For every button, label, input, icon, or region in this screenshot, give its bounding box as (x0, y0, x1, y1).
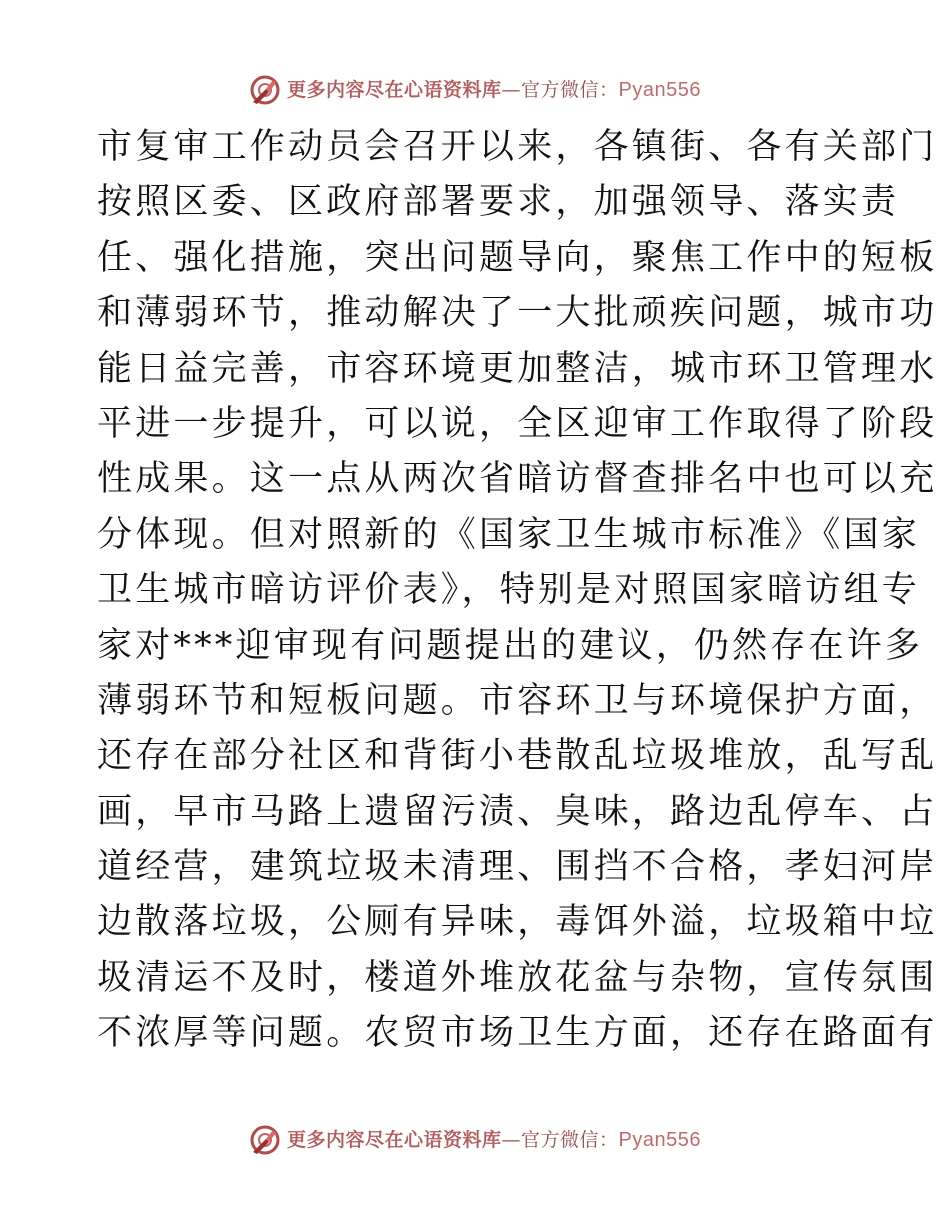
header-label: 更多内容尽在心语资料库 (287, 79, 502, 101)
text-line: 卫生城市暗访评价表》，特别是对照国家暗访组专 (97, 570, 920, 611)
text-line: 家对***迎审现有问题提出的建议，仍然存在许多 (97, 625, 924, 666)
footer-official: 官方微信： (521, 1129, 619, 1151)
text-line: 性成果。这一点从两次省暗访督查排名中也可以充 (97, 459, 938, 500)
text-line: 平进一步提升，可以说，全区迎审工作取得了阶段 (97, 403, 938, 444)
footer-text (287, 1130, 701, 1150)
header-official: 官方微信： (521, 79, 619, 101)
footer-wechat-id: Pyan556 (618, 1129, 701, 1151)
text-line: 薄弱环节和短板问题。市容环卫与环境保护方面， (97, 680, 938, 721)
header-separator: — (501, 79, 522, 101)
text-line: 任、强化措施，突出问题导向，聚焦工作中的短板 (97, 237, 938, 278)
text-line: 不浓厚等问题。农贸市场卫生方面，还存在路面有 (97, 1013, 938, 1054)
header-banner (0, 70, 950, 110)
text-line: 还存在部分社区和背街小巷散乱垃圾堆放，乱写乱 (97, 736, 938, 777)
brand-logo-icon (249, 1124, 281, 1156)
text-line: 能日益完善，市容环境更加整洁，城市环卫管理水 (97, 348, 938, 389)
document-body (97, 120, 938, 1062)
header-text (287, 80, 701, 100)
text-line: 道经营，建筑垃圾未清理、围挡不合格，孝妇河岸 (97, 847, 938, 888)
header-wechat-id: Pyan556 (618, 79, 701, 101)
footer-banner (0, 1120, 950, 1160)
text-line: 按照区委、区政府部署要求，加强领导、落实责 (97, 182, 900, 223)
text-line: 分体现。但对照新的《国家卫生城市标准》《国家 (97, 514, 920, 555)
text-line: 和薄弱环节，推动解决了一大批顽疾问题，城市功 (97, 293, 938, 334)
text-line: 市复审工作动员会召开以来，各镇街、各有关部门 (97, 127, 938, 167)
footer-label: 更多内容尽在心语资料库 (287, 1129, 502, 1151)
text-line: 边散落垃圾，公厕有异味，毒饵外溢，垃圾箱中垃 (97, 902, 938, 943)
text-line: 画，早市马路上遗留污渍、臭味，路边乱停车、占 (97, 791, 938, 832)
text-line: 圾清运不及时，楼道外堆放花盆与杂物，宣传氛围 (97, 957, 938, 998)
brand-logo-icon (249, 74, 281, 106)
footer-separator: — (501, 1129, 522, 1151)
